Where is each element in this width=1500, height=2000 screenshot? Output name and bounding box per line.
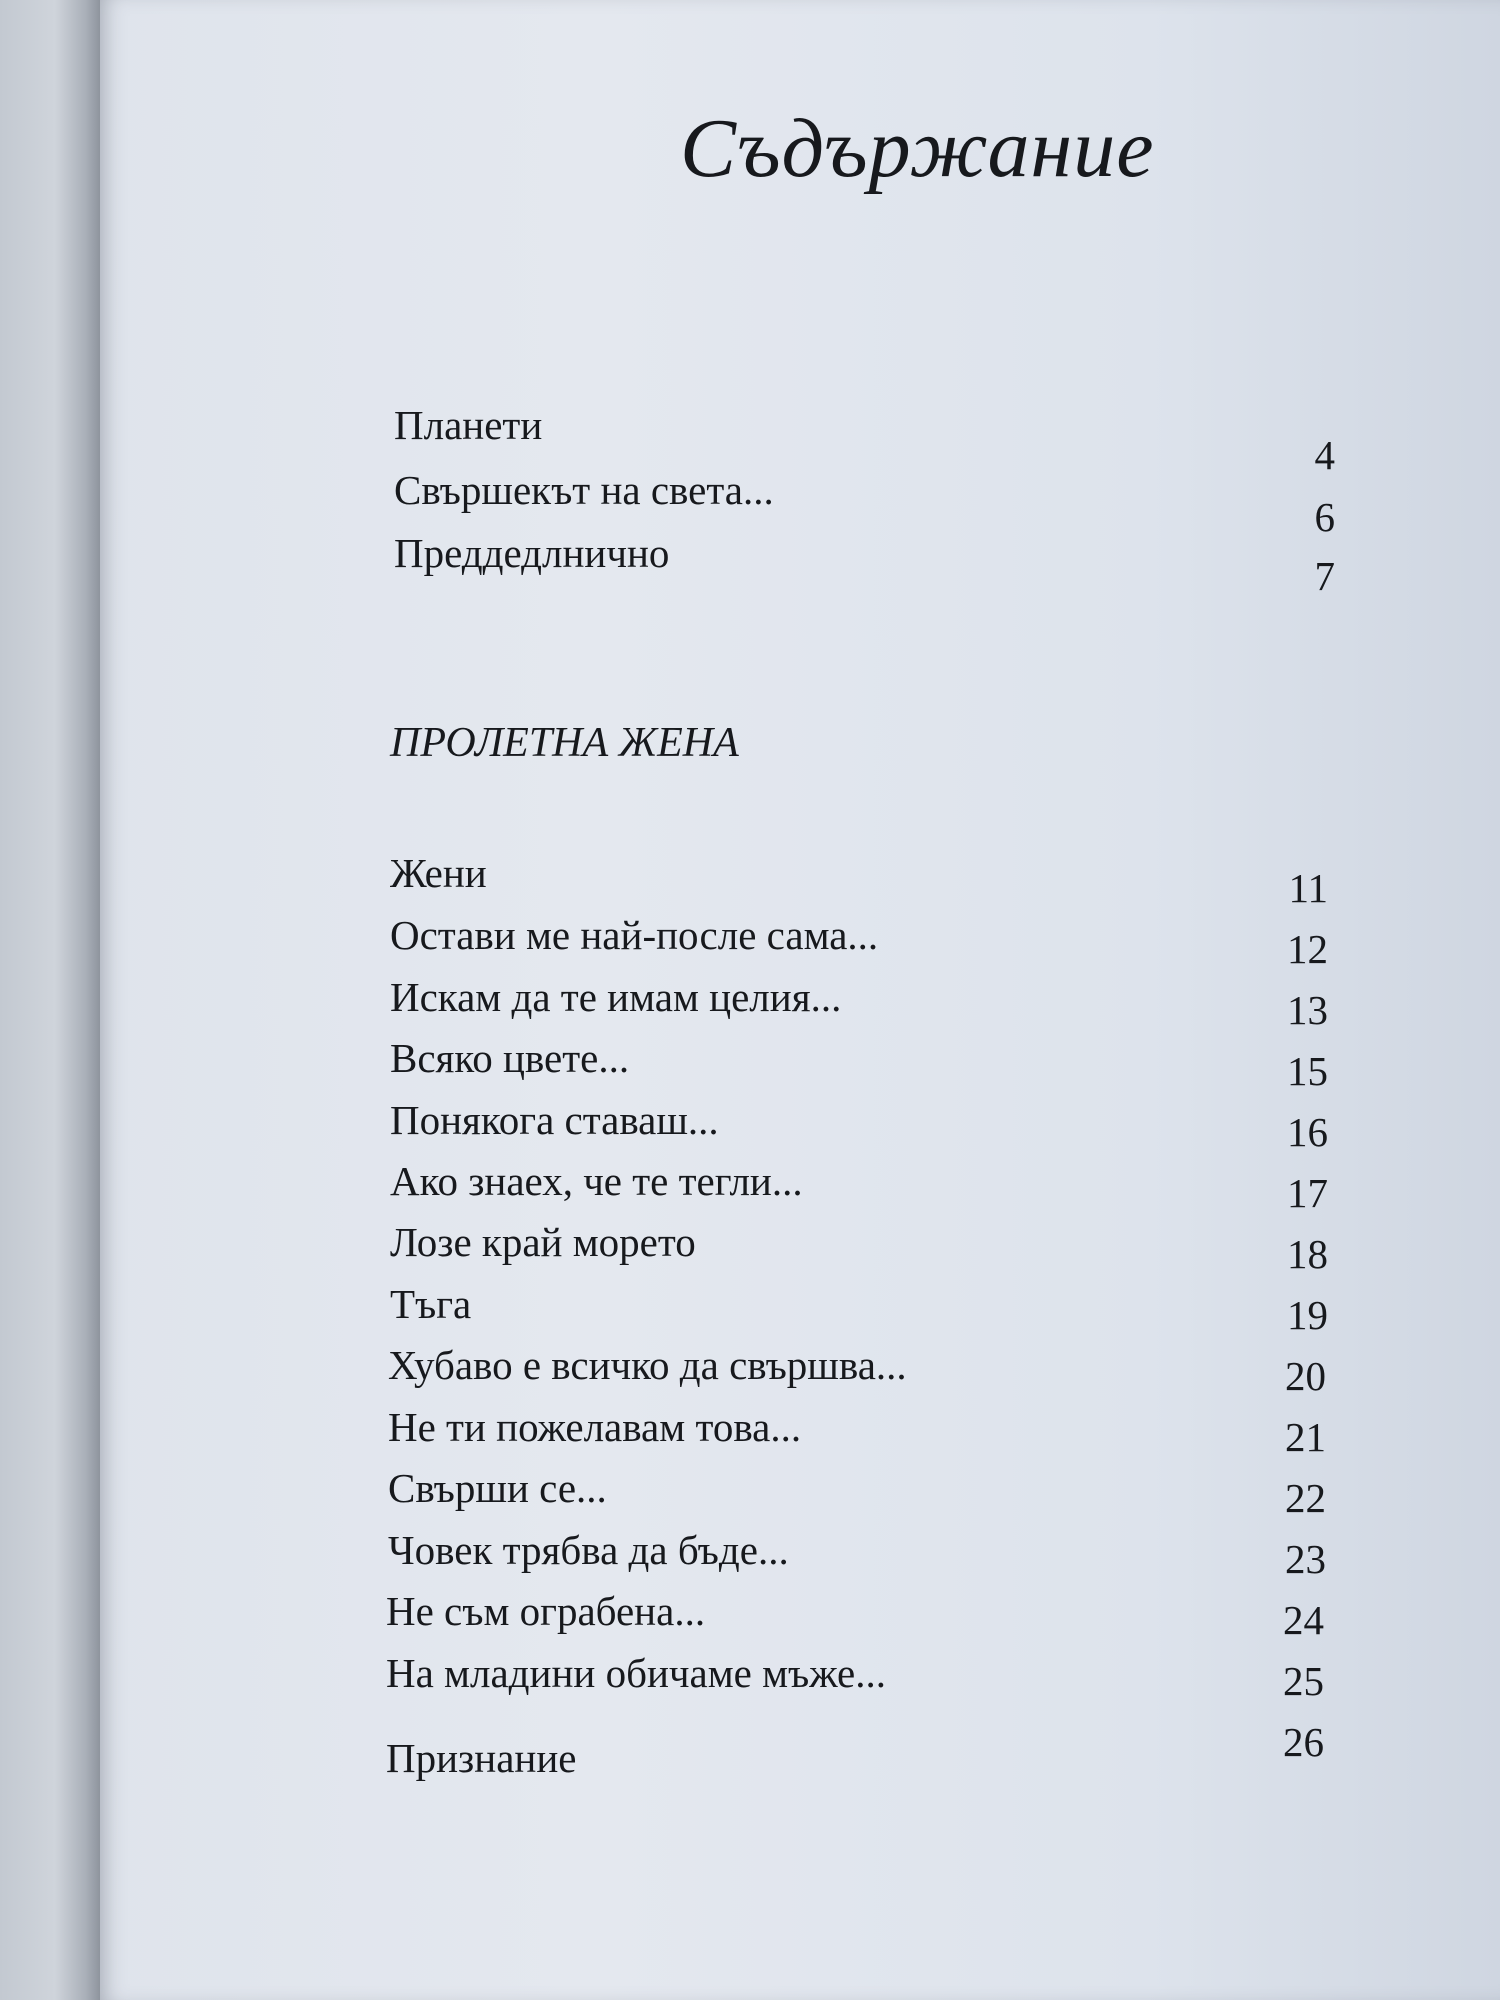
toc-entry-title: Преддедлнично	[394, 530, 670, 576]
toc-entry-page: 11	[1288, 865, 1328, 911]
toc-entry-page: 25	[1283, 1658, 1324, 1704]
toc-entry-title: Свърши се...	[388, 1465, 607, 1511]
toc-entry-page: 23	[1285, 1536, 1326, 1582]
toc-entry-page: 20	[1285, 1353, 1326, 1399]
toc-entry-title: Не ти пожелавам това...	[388, 1404, 802, 1450]
toc-entry-title: Свършекът на света...	[394, 467, 774, 513]
toc-entry-title: Лозе край морето	[390, 1219, 696, 1265]
toc-entry-title: Тъга	[390, 1281, 472, 1327]
toc-entry-title: Ако знаех, че те тегли...	[390, 1158, 803, 1204]
toc-entry-title: Искам да те имам целия...	[390, 974, 842, 1020]
toc-entry-page: 26	[1283, 1719, 1324, 1765]
toc-entry-page: 16	[1287, 1109, 1328, 1155]
toc-entry-title: Признание	[386, 1735, 577, 1781]
section-heading: ПРОЛЕТНА ЖЕНА	[390, 720, 739, 766]
toc-entry-title: Хубаво е всичко да свършва...	[388, 1342, 907, 1388]
toc-entry-title: Човек трябва да бъде...	[388, 1527, 789, 1573]
toc-entry-page: 4	[1314, 432, 1335, 478]
toc-entry-page: 13	[1287, 987, 1328, 1033]
toc-entry-title: Остави ме най-после сама...	[390, 912, 879, 958]
toc-entry-title: Жени	[390, 850, 487, 896]
toc-entry-page: 21	[1285, 1414, 1326, 1460]
toc-entry-page: 12	[1287, 926, 1328, 972]
toc-entry-page: 19	[1287, 1292, 1328, 1338]
toc-entry-page: 22	[1285, 1475, 1326, 1521]
toc-entry-page: 15	[1287, 1048, 1328, 1094]
page-gutter	[0, 0, 100, 2000]
book-page	[100, 0, 1500, 2000]
toc-entry-page: 18	[1287, 1231, 1328, 1277]
toc-entry-title: Планети	[394, 402, 543, 448]
toc-entry-page: 24	[1283, 1597, 1324, 1643]
toc-entry-title: Понякога ставаш...	[390, 1097, 719, 1143]
toc-entry-page: 17	[1287, 1170, 1328, 1216]
toc-entry-title: Всяко цвете...	[390, 1035, 630, 1081]
toc-entry-page: 7	[1314, 553, 1335, 599]
toc-entry-title: Не съм ограбена...	[386, 1588, 706, 1634]
page-title: Съдържание	[680, 102, 1155, 195]
toc-entry-title: На младини обичаме мъже...	[386, 1650, 886, 1696]
toc-entry-page: 6	[1314, 494, 1335, 540]
